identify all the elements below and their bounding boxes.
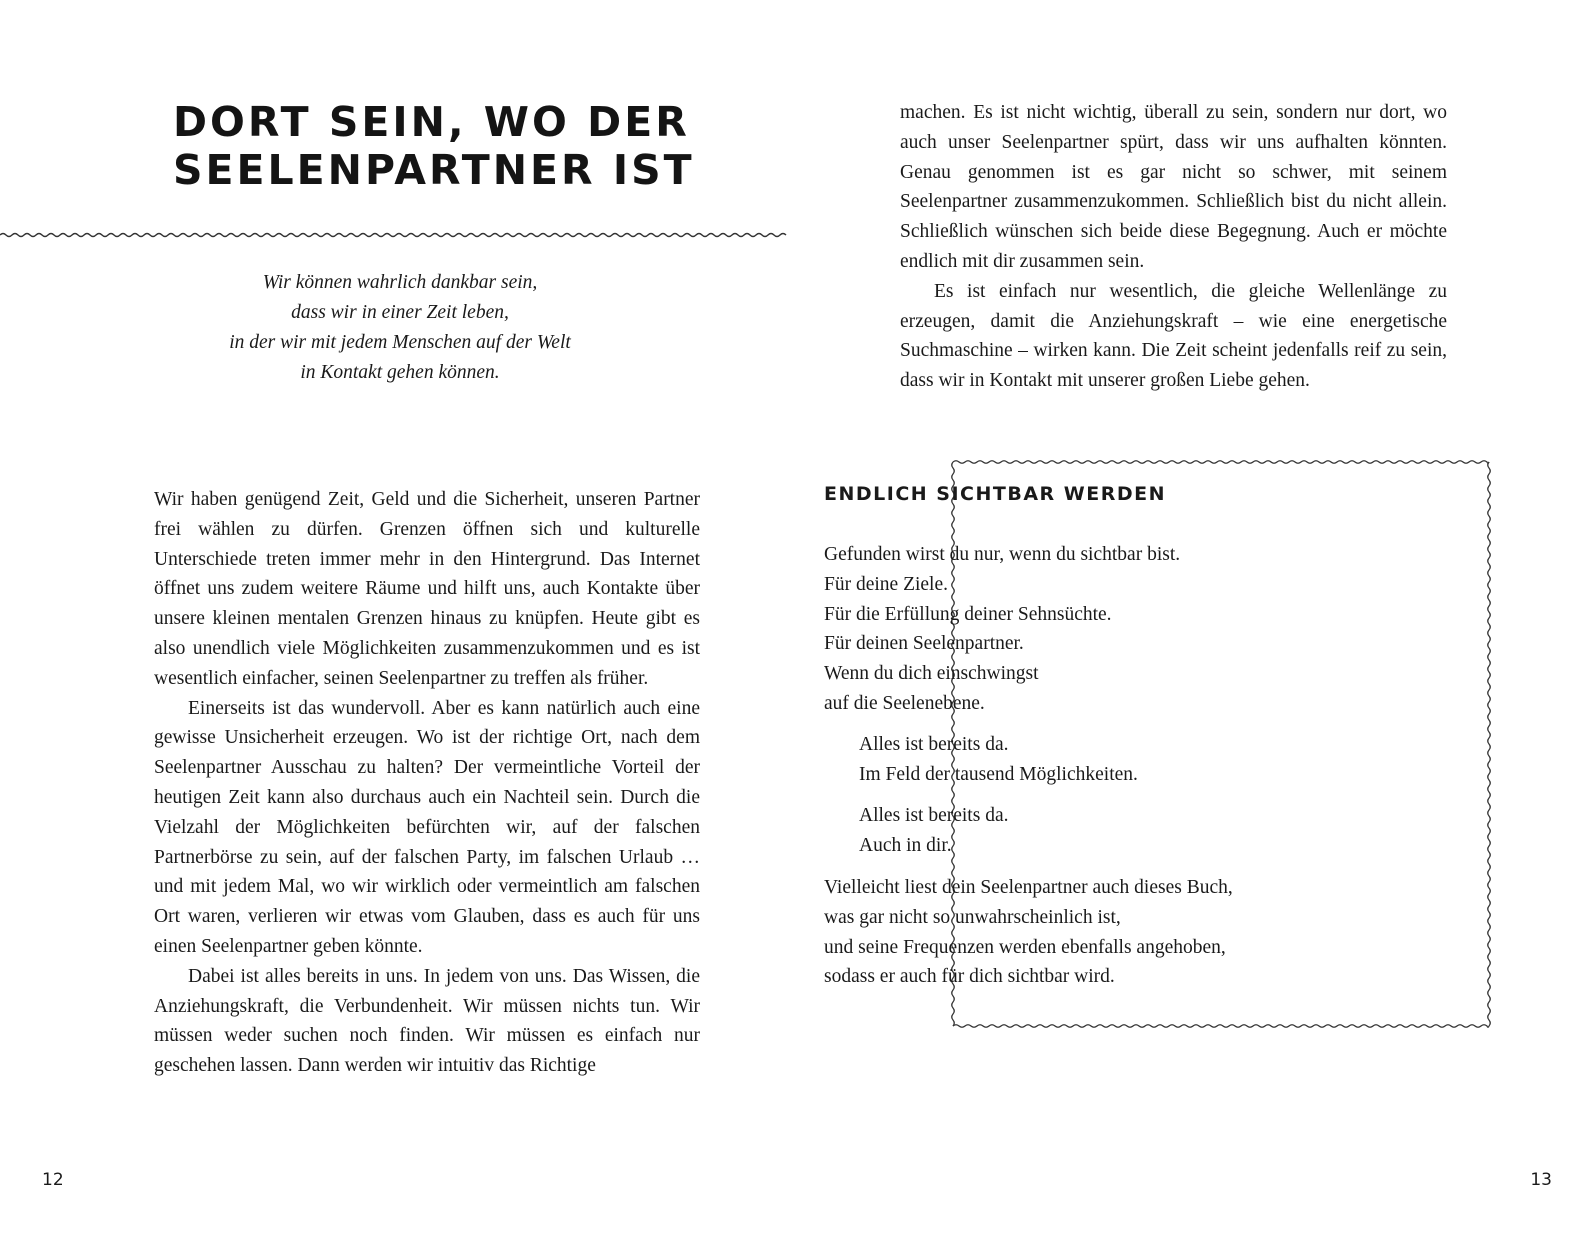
verse-line: und seine Frequenzen werden ebenfalls angehoben, [824,936,1226,958]
chapter-title [173,98,695,194]
epigraph-line: dass wir in einer Zeit leben, [291,302,509,323]
verse-line: sodass er auch für dich sichtbar wird. [824,966,1115,988]
epigraph [150,268,650,388]
verse-line: was gar nicht so unwahrscheinlich ist, [824,906,1121,928]
wavy-line [953,1025,1489,1028]
verse-line: Gefunden wirst du nur, wenn du sichtbar bist. [824,544,1181,565]
chapter-title-line: DORT SEIN, WO DER [173,98,690,146]
wavy-divider [0,230,797,240]
body-paragraph: Es ist einfach nur wesentlich, die gleiche Wellenlänge zu erzeugen, damit die Anziehungskraft – wie eine energetische Suchmaschine – wirken kann. Die Zeit scheint jedenfalls reif zu sein, dass wir in Kontakt mit unserer großen Liebe gehen. [900,280,1447,392]
box-title: ENDLICH SICHTBAR WERDEN [824,483,1166,505]
verse-stanza [859,730,1138,790]
wavy-line [953,461,1489,464]
verse-line: Für die Erfüllung deiner Sehnsüchte. [824,603,1112,625]
body-paragraph: Wir haben genügend Zeit, Geld und die Sicherheit, unseren Partner frei wählen zu dürfen. Grenzen öffnen sich und kulturelle Unterschiede treten immer mehr in den Hintergrund. Das Internet öffnet uns zudem weitere Räume und hilft uns, auch Kontakte über unsere kleinen mentalen Grenzen hinaus zu knüpfen. Heute gibt es also unendlich viele Möglichkeiten zusammenzukommen und es ist wesentlich einfacher, seinen Seelenpartner zu treffen als früher. [154,489,700,689]
verse-line: Für deinen Seelenpartner. [824,633,1024,655]
verse-stanza [824,873,1233,992]
body-paragraph: Dabei ist alles bereits in uns. In jedem von uns. Das Wissen, die Anziehungskraft, die Verbundenheit. Wir müssen nichts tun. Wir müssen weder suchen noch finden. Wir müssen es einfach nur geschehen lassen. Dann werden wir intuitiv das Richtige [154,965,700,1077]
page-number-right: 13 [1530,1170,1552,1190]
epigraph-line: in Kontakt gehen können. [300,362,500,383]
wavy-line [1488,462,1491,1026]
epigraph-line: in der wir mit jedem Menschen auf der Welt [229,332,571,353]
verse-line: Alles ist bereits da. [859,734,1009,755]
verse-stanza [824,540,1180,719]
verse-line: Wenn du dich einschwingst [824,663,1039,685]
verse-line: Im Feld der tausend Möglichkeiten. [859,763,1138,785]
body-paragraph: machen. Es ist nicht wichtig, überall zu sein, sondern nur dort, wo auch unser Seelenpartner spürt, dass wir uns aufhalten könnten. Genau genommen ist es gar nicht so schwer, mit seinem Seelenpartner zusammenzukommen. Schließlich bist du nicht allein. Schließlich wünschen sich beide diese Begegnung. Auch er möchte endlich mit dir zusammen sein. [900,102,1447,272]
verse-line: auf die Seelenebene. [824,692,985,714]
verse-stanza [859,801,1008,861]
verse-line: Auch in dir. [859,834,952,856]
page-number-left: 12 [42,1170,64,1190]
chapter-title-line: SEELENPARTNER IST [173,146,695,194]
right-body-text [900,98,1447,396]
verse-line: Alles ist bereits da. [859,805,1009,826]
right-page [797,0,1594,1240]
body-paragraph: Einerseits ist das wundervoll. Aber es kann natürlich auch eine gewisse Unsicherheit erzeugen. Wo ist der richtige Ort, nach dem Seelenpartner Ausschau zu halten? Der vermeintliche Vorteil der heutigen Zeit kann also durchaus auch ein Nachteil sein. Durch die Vielzahl der Möglichkeiten befürchten wir, auf der falschen Partnerbörse zu sein, auf der falschen Party, im falschen Urlaub … und mit jedem Mal, wo wir wirklich oder vermeintlich am falschen Ort waren, verlieren wir etwas vom Glauben, dass es auch für uns einen Seelenpartner geben könnte. [154,697,700,957]
epigraph-line: Wir können wahrlich dankbar sein, [262,272,538,293]
left-body-text [154,485,700,1081]
wavy-line [0,234,786,237]
verse-line: Vielleicht liest dein Seelenpartner auch dieses Buch, [824,877,1233,898]
verse-line: Für deine Ziele. [824,573,948,595]
